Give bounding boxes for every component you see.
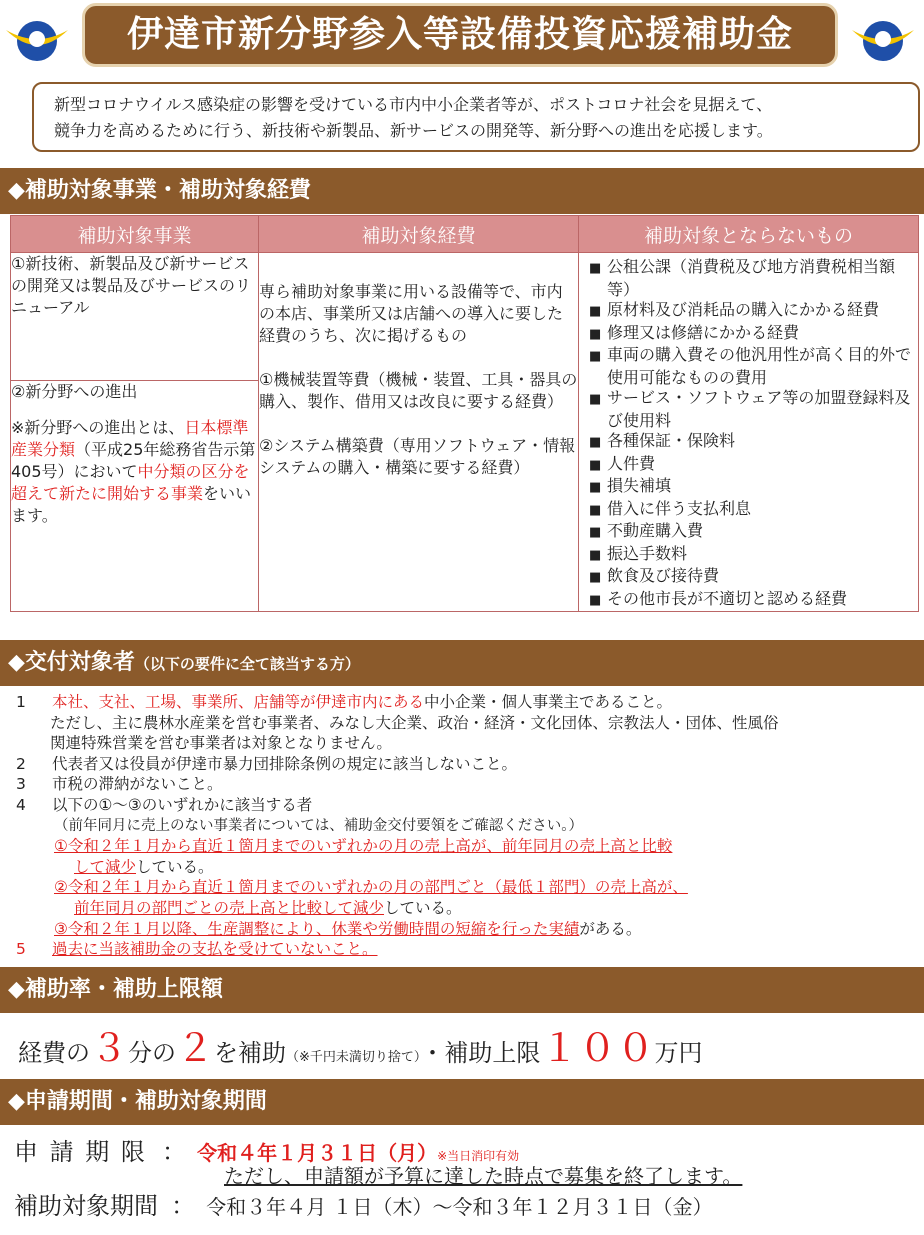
requirement-1-note-2: 関連特殊営業を営む事業者は対象となりません。 — [50, 734, 392, 753]
section-header-period — [0, 1079, 924, 1125]
target-period-label: 補助対象期間 — [14, 1192, 158, 1220]
not-covered-item: ■ その他市長が不適切と認める経費 — [589, 589, 914, 612]
requirement-4-3: ③令和２年１月以降、生産調整により、休業や労働時間の短縮を行った実績がある。 — [54, 919, 642, 938]
business-item-2-note: ※新分野への進出とは、日本標準産業分類（平成25年総務省告示第405号）において中分類の区分を超えて新たに開始する事業をいいます。 — [11, 417, 256, 525]
requirement-3: 3 市税の滞納がないこと。 — [16, 775, 223, 794]
business-item-2 — [11, 380, 259, 611]
apply-deadline-row: 申 請 期 限 ： 令和４年１月３１日（月）※当日消印有効 — [14, 1138, 520, 1166]
apply-deadline-date: 令和４年１月３１日（月） — [197, 1141, 438, 1165]
not-covered-item: ■ 修理又は修繕にかかる経費 — [589, 323, 914, 346]
not-covered-item: ■ 原材料及び消耗品の購入にかかる経費 — [589, 300, 914, 323]
not-covered-cell — [579, 253, 919, 612]
city-logo-right — [850, 8, 916, 66]
requirement-2: 2 代表者又は役員が伊達市暴力団排除条例の規定に該当しないこと。 — [16, 754, 518, 773]
section-title-period: ◆申請期間・補助対象期間 — [8, 1089, 267, 1114]
not-covered-item: ■ 各種保証・保険料 — [589, 431, 914, 454]
cost-intro: 専ら補助対象事業に用いる設備等で、市内の本店、事業所又は店舗への導入に要した経費のうち、次に掲げるもの — [259, 282, 564, 345]
eligibility-table — [10, 215, 919, 612]
not-covered-item: ■ 借入に伴う支払利息 — [589, 499, 914, 522]
cost-item-1: ①機械装置等費（機械・装置、工具・器具の購入、製作、借用又は改良に要する経費） — [259, 370, 578, 411]
apply-deadline-label: 申 請 期 限 — [14, 1138, 147, 1166]
requirement-1-note-1: ただし、主に農林水産業を営む事業者、みなし大企業、政治・経済・文化団体、宗教法人・団体、性風俗 — [50, 713, 779, 732]
requirement-4-1-cont: して減少している。 — [74, 857, 214, 876]
section-header-target — [0, 168, 924, 214]
target-period-range: 令和３年４月 １日（木）～令和３年１２月３１日（金） — [206, 1195, 713, 1219]
intro-box — [32, 82, 920, 152]
city-logo-left — [4, 8, 70, 66]
cap-amount: １００ — [540, 1026, 655, 1070]
not-covered-item: ■ 不動産購入費 — [589, 521, 914, 544]
postmark-note: ※当日消印有効 — [437, 1149, 520, 1163]
business-item-2-title: ②新分野への進出 — [11, 381, 138, 401]
requirements-list — [14, 692, 914, 960]
target-period-row: 補助対象期間 ： 令和３年４月 １日（木）～令和３年１２月３１日（金） — [14, 1192, 713, 1220]
section-note-recipients: （以下の要件に全て該当する方） — [134, 655, 360, 673]
business-item-1 — [11, 253, 259, 381]
rate-denominator: ２ — [176, 1026, 215, 1070]
requirement-1: 1 本社、支社、工場、事業所、店舗等が伊達市内にある中小企業・個人事業主であること。 — [16, 693, 673, 711]
section-title-target: ◆補助対象事業・補助対象経費 — [8, 178, 311, 203]
cost-item-2: ②システム構築費（専用ソフトウェア・情報システムの購入・構築に要する経費） — [259, 436, 576, 477]
not-covered-list — [579, 253, 918, 611]
not-covered-item: ■ 車両の購入費その他汎用性が高く目的外で使用可能なものの費用 — [589, 345, 914, 388]
not-covered-item: ■ 損失補填 — [589, 476, 914, 499]
subsidy-rate-line: 経費の３分の２を補助（※千円未満切り捨て）・補助上限１００万円 — [18, 1026, 703, 1070]
requirement-5: 5 過去に当該補助金の支払を受けていないこと。 — [16, 940, 378, 959]
not-covered-item: ■ サービス・ソフトウェア等の加盟登録料及び使用料 — [589, 388, 914, 431]
rate-numerator: ３ — [90, 1026, 129, 1070]
col-header-not-covered: 補助対象とならないもの — [579, 216, 919, 253]
requirement-4-2-cont: 前年同月の部門ごとの売上高と比較して減少している。 — [74, 898, 462, 917]
not-covered-item: ■ 飲食及び接待費 — [589, 566, 914, 589]
col-header-business: 補助対象事業 — [11, 216, 259, 253]
requirement-4-2: ②令和２年１月から直近１箇月までのいずれかの月の部門ごと（最低１部門）の売上高が、 — [54, 878, 688, 897]
not-covered-item: ■ 人件費 — [589, 454, 914, 477]
intro-line-1: 新型コロナウイルス感染症の影響を受けている市内中小企業者等が、ポストコロナ社会を見据えて、 — [54, 95, 773, 114]
page-title: 伊達市新分野参入等設備投資応援補助金 — [126, 14, 793, 55]
cost-cell — [259, 253, 579, 612]
section-title-rate: ◆補助率・補助上限額 — [8, 977, 223, 1002]
section-header-recipients — [0, 640, 924, 686]
section-header-rate — [0, 967, 924, 1013]
requirement-4-1: ①令和２年１月から直近１箇月までのいずれかの月の売上高が、前年同月の売上高と比較 — [54, 837, 673, 856]
title-banner — [82, 3, 838, 67]
rounding-note: （※千円未満切り捨て） — [286, 1050, 421, 1065]
budget-caution: ただし、申請額が予算に達した時点で募集を終了します。 — [224, 1164, 743, 1188]
not-covered-item: ■ 振込手数料 — [589, 544, 914, 567]
col-header-cost: 補助対象経費 — [259, 216, 579, 253]
business-item-1-text: ①新技術、新製品及び新サービスの開発又は製品及びサービスのリニューアル — [11, 254, 252, 317]
not-covered-item: ■ 公租公課（消費税及び地方消費税相当額等） — [589, 257, 914, 300]
section-title-recipients: ◆交付対象者 — [8, 650, 135, 675]
requirement-4-note: （前年同月に売上のない事業者については、補助金交付要領をご確認ください。） — [54, 817, 583, 834]
requirement-4: 4 以下の①～③のいずれかに該当する者 — [16, 795, 313, 814]
intro-line-2: 競争力を高めるために行う、新技術や新製品、新サービスの開発等、新分野への進出を応援します。 — [54, 121, 773, 140]
